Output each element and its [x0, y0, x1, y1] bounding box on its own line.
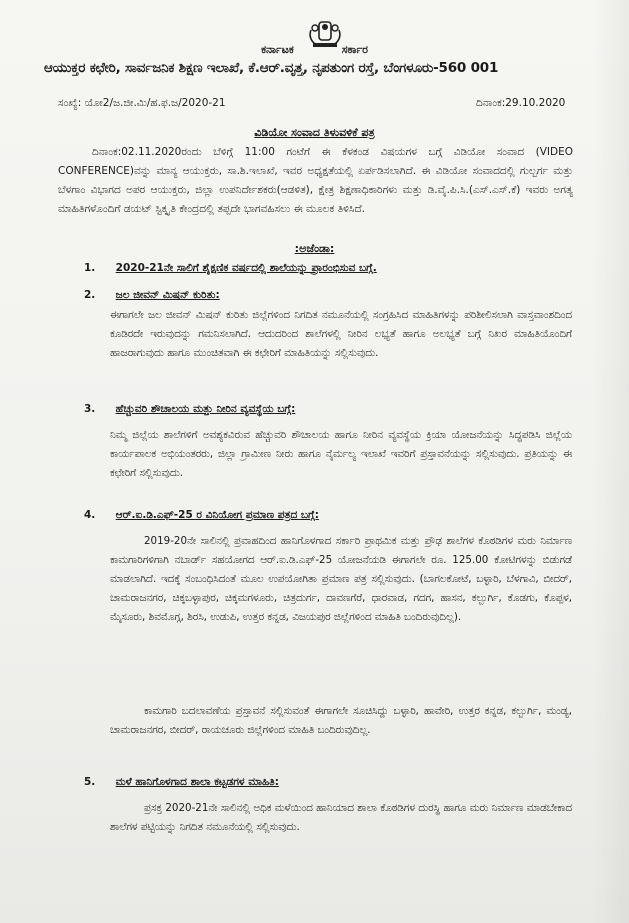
- item-title: ಆರ್.ಐ.ಡಿ.ಎಫ್-25 ರ ವಿನಿಯೋಗ ಪ್ರಮಾಣ ಪತ್ರದ ಬಗ್ಗೆ:: [115, 509, 319, 521]
- agenda-item-4: [84, 509, 319, 522]
- item-number: 2.: [84, 289, 96, 301]
- government-header: [0, 43, 629, 57]
- agenda-item-5: [84, 776, 279, 789]
- item-number: 1.: [84, 262, 96, 274]
- item-body-continued: ಕಾಮಗಾರಿ ಬದಲಾವಣೆಯ ಪ್ರಸ್ತಾವನೆ ಸಲ್ಲಿಸುವಂತೆ ಈಗಾಗಲೇ ಸೂಚಿಸಿದ್ದು ಬಳ್ಳಾರಿ, ಹಾವೇರಿ, ಉತ್ತರ ಕನ್ನಡ, ಕಲ್ಬುರ್ಗಿ, ಮಂಡ್ಯ, ಚಾಮರಾಜನಗರ, ಬೀದರ್, ರಾಯಚೂರು ಜಿಲ್ಲೆಗಳಿಂದ ಮಾಹಿತಿ ಬಂದಿರುವುದಿಲ್ಲ.: [110, 705, 572, 736]
- office-address: ಆಯುಕ್ತರ ಕಛೇರಿ, ಸಾರ್ವಜನಿಕ ಶಿಕ್ಷಣ ಇಲಾಖೆ, ಕೆ.ಆರ್.ವೃತ್ತ, ನೃಪತುಂಗ ರಸ್ತೆ, ಬೆಂಗಳೂರು-560 001: [44, 60, 499, 76]
- item-body: ಪ್ರಸಕ್ತ 2020-21ನೇ ಸಾಲಿನಲ್ಲಿ ಅಧಿಕ ಮಳೆಯಿಂದ ಹಾನಿಯಾದ ಶಾಲಾ ಕೊಠಡಿಗಳ ದುರಸ್ಥಿ ಹಾಗೂ ಮರು ನಿರ್ಮಾಣ ಮಾಡಬೇಕಾದ ಶಾಲೆಗಳ ಪಟ್ಟಿಯನ್ನು ನಿಗದಿತ ನಮೂನೆಯಲ್ಲಿ ಸಲ್ಲಿಸುವುದು.: [110, 802, 572, 833]
- item-title: ಜಲ ಜೀವನ್ ಮಿಷನ್ ಕುರಿತು:: [115, 289, 220, 301]
- agenda-item-2: [84, 289, 220, 302]
- item-number: 5.: [84, 776, 96, 788]
- intro-paragraph: ದಿನಾಂಕ:02.11.2020ರಂದು ಬೆಳಿಗ್ಗೆ 11:00 ಗಂಟೆಗೆ ಈ ಕೆಳಕಂಡ ವಿಷಯಗಳ ಬಗ್ಗೆ ವಿಡಿಯೋ ಸಂವಾದ (VIDEO CONFERENCE)ವನ್ನು ಮಾನ್ಯ ಆಯುಕ್ತರು, ಸಾ.ಶಿ.ಇಲಾಖೆ, ಇವರ ಅಧ್ಯಕ್ಷತೆಯಲ್ಲಿ ಏರ್ಪಡಿಸಲಾಗಿದೆ. ಈ ವಿಡಿಯೋ ಸಂವಾದದಲ್ಲಿ ಗುಲ್ಬರ್ಗ ಮತ್ತು ಬೆಳಗಾಂ ವಿಭಾಗದ ಅಪರ ಆಯುಕ್ತರು, ಜಿಲ್ಲಾ ಉಪನಿರ್ದೇಶಕರು(ಆಡಳಿತ), ಕ್ಷೇತ್ರ ಶಿಕ್ಷಣಾಧಿಕಾರಿಗಳು ಮತ್ತು ಡಿ.ವೈ.ಪಿ.ಸಿ.(ಎಸ್.ಎಸ್.ಕೆ) ಇವರು ಅಗತ್ಯ ಮಾಹಿತಿಗಳೊಂದಿಗೆ ಡಯಟ್ ಸ್ಟಿಕ್ಕೃತಿ ಕೇಂದ್ರದಲ್ಲಿ ತಪ್ಪದೇ ಭಾಗವಹಿಸಲು ಈ ಮೂಲಕ ತಿಳಿಸಿದೆ.: [58, 146, 573, 215]
- item-body: ನಿಮ್ಮ ಜಿಲ್ಲೆಯ ಶಾಲೆಗಳಿಗೆ ಅವಶ್ಯಕವಿರುವ ಹೆಚ್ಚುವರಿ ಶೌಚಾಲಯ ಹಾಗೂ ನೀರಿನ ವ್ಯವಸ್ಥೆಯ ಕ್ರಿಯಾ ಯೋಜನೆಯನ್ನು ಸಿದ್ಧಪಡಿಸಿ ಜಿಲ್ಲೆಯ ಕಾರ್ಯಪಾಲಕ ಅಭಿಯಂತರರು, ಜಿಲ್ಲಾ ಗ್ರಾಮೀಣ ನೀರು ಹಾಗೂ ನೈರ್ಮಲ್ಯ ಇಲಾಖೆ ಇವರಿಗೆ ಪ್ರಸ್ತಾವನೆಯನ್ನು ಸಲ್ಲಿಸುವುದು. ಪ್ರತಿಯನ್ನು ಈ ಕಛೇರಿಗೆ ಸಲ್ಲಿಸುವುದು.: [110, 429, 572, 479]
- item-number: 3.: [84, 403, 96, 415]
- item-body: ಈಗಾಗಲೇ ಜಲ ಜೀವನ್ ಮಿಷನ್ ಕುರಿತು ಜಿಲ್ಲೆಗಳಿಂದ ನಿಗದಿತ ನಮೂನೆಯಲ್ಲಿ ಸಂಗ್ರಹಿಸಿದ ಮಾಹಿತಿಗಳನ್ನು ಪರಿಶೀಲಿಸಲಾಗಿ ವಾಸ್ತವಾಂಶದಿಂದ ಕೂಡಿರದೇ ಇರುವುದನ್ನು ಗಮನಿಸಲಾಗಿದೆ. ಆದುದರಿಂದ ಶಾಲೆಗಳಲ್ಲಿ ನೀರಿನ ಲಭ್ಯತೆ ಹಾಗೂ ಅಲಭ್ಯತೆ ಬಗ್ಗೆ ನಿಖರ ಮಾಹಿತಿಯೊಂದಿಗೆ ಹಾಜರಾಗುವುದು ಹಾಗೂ ಮುಂಚಿತವಾಗಿ ಈ ಕಛೇರಿಗೆ ಮಾಹಿತಿಯನ್ನು ಸಲ್ಲಿಸುವುದು.: [110, 309, 572, 359]
- letter-date: ದಿನಾಂಕ:29.10.2020: [476, 97, 566, 109]
- reference-number: ಸಂಖ್ಯೆ: ಯೋ2/ಜ.ಜೀ.ಮಿ/ಹ.ಫ.ಜ/2020-21: [58, 97, 226, 109]
- letter-subject: ವಿಡಿಯೋ ಸಂವಾದ ತಿಳುವಳಿಕೆ ಪತ್ರ: [254, 126, 375, 139]
- agenda-heading: :ಅಜೆಂಡಾ:: [294, 242, 335, 255]
- state-name: ಕರ್ನಾಟಕ: [261, 43, 294, 56]
- item-body: 2019-20ನೇ ಸಾಲಿನಲ್ಲಿ ಪ್ರವಾಹದಿಂದ ಹಾನಿಗೊಳಗಾದ ಸರ್ಕಾರಿ ಪ್ರಾಥಮಿಕ ಮತ್ತು ಪ್ರೌಢ ಶಾಲೆಗಳ ಕೊಠಡಿಗಳ ಮರು ನಿರ್ಮಾಣ ಕಾಮಗಾರಿಗಳಿಗಾಗಿ ನಬಾರ್ಡ್ ಸಹಯೋಗದ ಆರ್.ಐ.ಡಿ.ಎಫ್-25 ಯೋಜನೆಯಡಿ ಈಗಾಗಲೇ ರೂ. 125.00 ಕೋಟಿಗಳನ್ನು ಬಿಡುಗಡೆ ಮಾಡಲಾಗಿದೆ. ಇದಕ್ಕೆ ಸಂಬಂಧಿಸಿದಂತೆ ಮೂಲ ಉಪಯೋಗಿತಾ ಪ್ರಮಾಣ ಪತ್ರ ಸಲ್ಲಿಸುವುದು. (ಬಾಗಲಕೋಟೆ, ಬಳ್ಳಾರಿ, ಬೆಳಗಾವಿ, ಬೀದರ್, ಚಾಮರಾಜನಗರ, ಚಿಕ್ಕಬಳ್ಳಾಪುರ, ಚಿಕ್ಕಮಗಳೂರು, ಚಿತ್ರದುರ್ಗ, ದಾವಣಗೆರೆ, ಧಾರವಾಡ, ಗದಗ, ಹಾಸನ, ಕಲ್ಬುರ್ಗಿ, ಕೊಡಗು, ಕೊಪ್ಪಳ, ಮೈಸೂರು, ಶಿವಮೊಗ್ಗ, ಶಿರಸಿ, ಉಡುಪಿ, ಉತ್ತರ ಕನ್ನಡ, ವಿಜಯಪುರ ಜಿಲ್ಲೆಗಳಿಂದ ಮಾಹಿತಿ ಬಂದಿರುವುದಿಲ್ಲ).: [110, 535, 572, 623]
- government-name: ಸರ್ಕಾರ: [341, 43, 368, 56]
- item-title: ಮಳೆ ಹಾನಿಗೊಳಗಾದ ಶಾಲಾ ಕಟ್ಟಡಗಳ ಮಾಹಿತಿ:: [115, 776, 279, 788]
- item-title: 2020-21ನೇ ಸಾಲಿಗೆ ಶೈಕ್ಷಣಿಕ ವರ್ಷದಲ್ಲಿ ಶಾಲೆಯನ್ನು ಪ್ರಾರಂಭಿಸುವ ಬಗ್ಗೆ.: [115, 262, 377, 274]
- agenda-item-1: [84, 262, 377, 275]
- item-title: ಹೆಚ್ಚುವರಿ ಶೌಚಾಲಯ ಮತ್ತು ನೀರಿನ ವ್ಯವಸ್ಥೆಯ ಬಗ್ಗೆ:: [115, 403, 296, 415]
- agenda-item-3: [84, 403, 295, 416]
- item-number: 4.: [84, 509, 96, 521]
